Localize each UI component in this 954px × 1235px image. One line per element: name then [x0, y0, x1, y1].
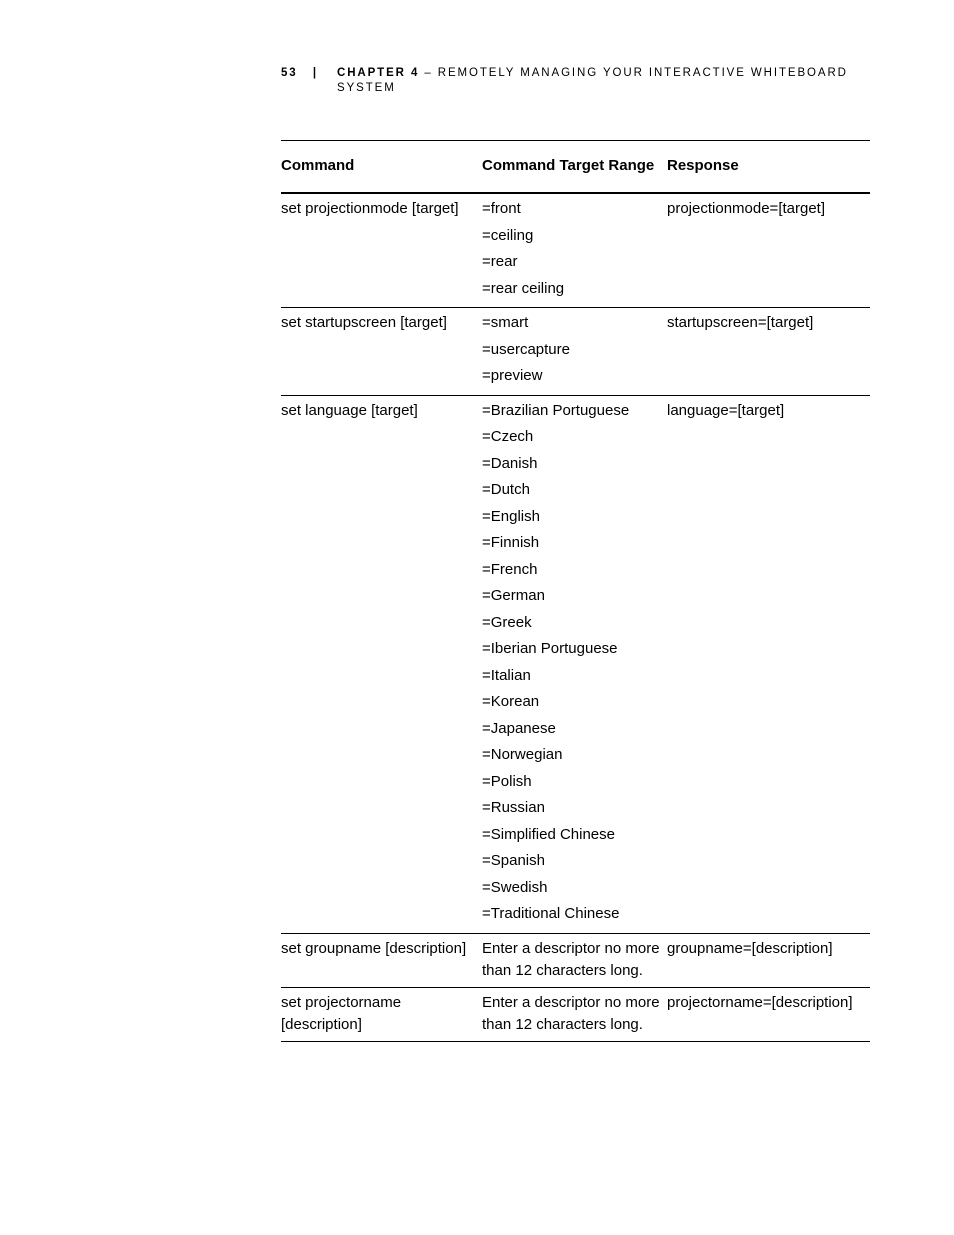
chapter-title: – REMOTELY MANAGING YOUR INTERACTIVE WHITEBOARD SYSTEM — [337, 67, 848, 94]
table-row — [281, 933, 870, 987]
range-item: =front — [482, 200, 521, 217]
range-cell — [482, 193, 667, 308]
range-item: =Polish — [482, 772, 532, 790]
range-item: =ceiling — [482, 226, 534, 244]
range-item: =German — [482, 587, 545, 604]
table-row — [281, 395, 870, 933]
table-body — [281, 193, 870, 1041]
response-cell: groupname=[description] — [667, 939, 833, 957]
range-item: =Swedish — [482, 878, 548, 896]
range-item: =rear — [482, 253, 518, 270]
range-item: =Korean — [482, 693, 540, 710]
table-row — [281, 987, 870, 1041]
command-cell: set language [target] — [281, 401, 418, 419]
range-item: =smart — [482, 314, 529, 331]
command-cell: set projectorname [description] — [281, 993, 402, 1033]
table-row — [281, 193, 870, 308]
range-item: =Brazilian Portuguese — [482, 401, 630, 419]
table-header-row — [281, 141, 870, 194]
page-header — [281, 66, 871, 96]
range-item: =rear ceiling — [482, 279, 565, 297]
column-header-response: Response — [667, 157, 739, 174]
range-item: =Danish — [482, 454, 538, 472]
range-item: =Greek — [482, 613, 532, 631]
range-item: =English — [482, 507, 540, 525]
range-item: =Russian — [482, 799, 545, 816]
range-item: =Czech — [482, 428, 534, 445]
range-item: =Italian — [482, 666, 531, 684]
response-cell: projectorname=[description] — [667, 993, 853, 1011]
table-row — [281, 308, 870, 396]
range-item: =preview — [482, 367, 543, 384]
range-item: =Spanish — [482, 852, 545, 869]
range-item: =Iberian Portuguese — [482, 640, 618, 657]
range-item: =Norwegian — [482, 746, 563, 763]
response-cell: language=[target] — [667, 401, 785, 419]
range-item: =Japanese — [482, 719, 556, 737]
command-cell: set startupscreen [target] — [281, 314, 447, 331]
column-header-target-range: Command Target Range — [482, 157, 655, 174]
command-table — [281, 140, 870, 1042]
range-item: =Finnish — [482, 534, 540, 551]
range-item: =Dutch — [482, 481, 530, 498]
command-cell: set groupname [description] — [281, 939, 467, 957]
page-number-block — [281, 66, 337, 96]
range-cell: Enter a descriptor no more than 12 characters long. — [482, 939, 660, 979]
range-cell: Enter a descriptor no more than 12 characters long. — [482, 993, 660, 1033]
page-number: 53 — [281, 67, 298, 79]
command-cell: set projectionmode [target] — [281, 200, 459, 217]
range-item: =French — [482, 560, 538, 578]
range-cell — [482, 308, 667, 396]
response-cell: projectionmode=[target] — [667, 200, 826, 217]
response-cell: startupscreen=[target] — [667, 314, 814, 331]
header-separator: | — [312, 67, 319, 79]
range-cell — [482, 395, 667, 933]
range-item: =usercapture — [482, 340, 570, 358]
chapter-heading — [337, 66, 871, 96]
table-header — [281, 141, 870, 194]
range-item: =Traditional Chinese — [482, 905, 620, 922]
column-header-command: Command — [281, 157, 355, 174]
chapter-label: CHAPTER 4 — [337, 67, 420, 79]
range-item: =Simplified Chinese — [482, 825, 615, 843]
